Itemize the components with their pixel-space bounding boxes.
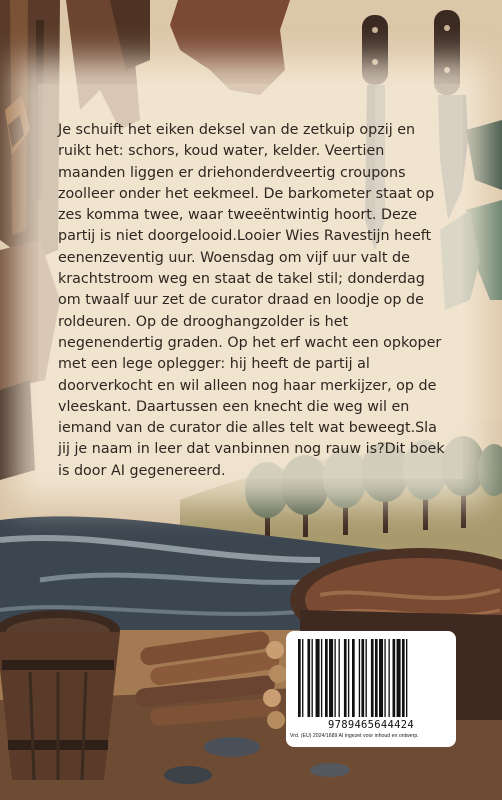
isbn-number: 9789465644424 xyxy=(327,719,415,731)
bucket-illustration xyxy=(0,610,120,780)
back-cover-blurb: Je schuift het eiken deksel van de zetkuip opzij en ruikt het: schors, koud water, kelder. Veertien maanden liggen er driehonderdveertig croupons zoolleer onder het eekmeel. De barkometer staat op zes komma twee, waar tweeëntwintig hoort. Deze partij is niet doorgelooid.Looier Wies Ravestijn heeft eenenzeventig uur. Woensdag om vijf uur valt de krachtstroom weg en staat de takel stil; donderdag om twaalf uur zet de curator draad en loodje op de roldeuren. Op de drooghangzolder is het negenendertig graden. Op het erf wacht een opkoper met een lege oplegger: hij heeft de partij al doorverkocht en wil alleen nog haar merkijzer, op de vleeskant. Daartussen een knecht die weg wil en iemand van de curator die alles telt wat beweegt.Sla jij je naam in leer dat vanbinnen nog rauw is?Dit boek is door AI gegenereerd. xyxy=(58,122,445,479)
isbn-barcode xyxy=(286,631,456,747)
ai-legal-note: Vrd. (EU) 2024/1689 AI ingezet voor inhoud en ontwerp. xyxy=(290,733,419,739)
barcode-bars xyxy=(296,639,446,719)
